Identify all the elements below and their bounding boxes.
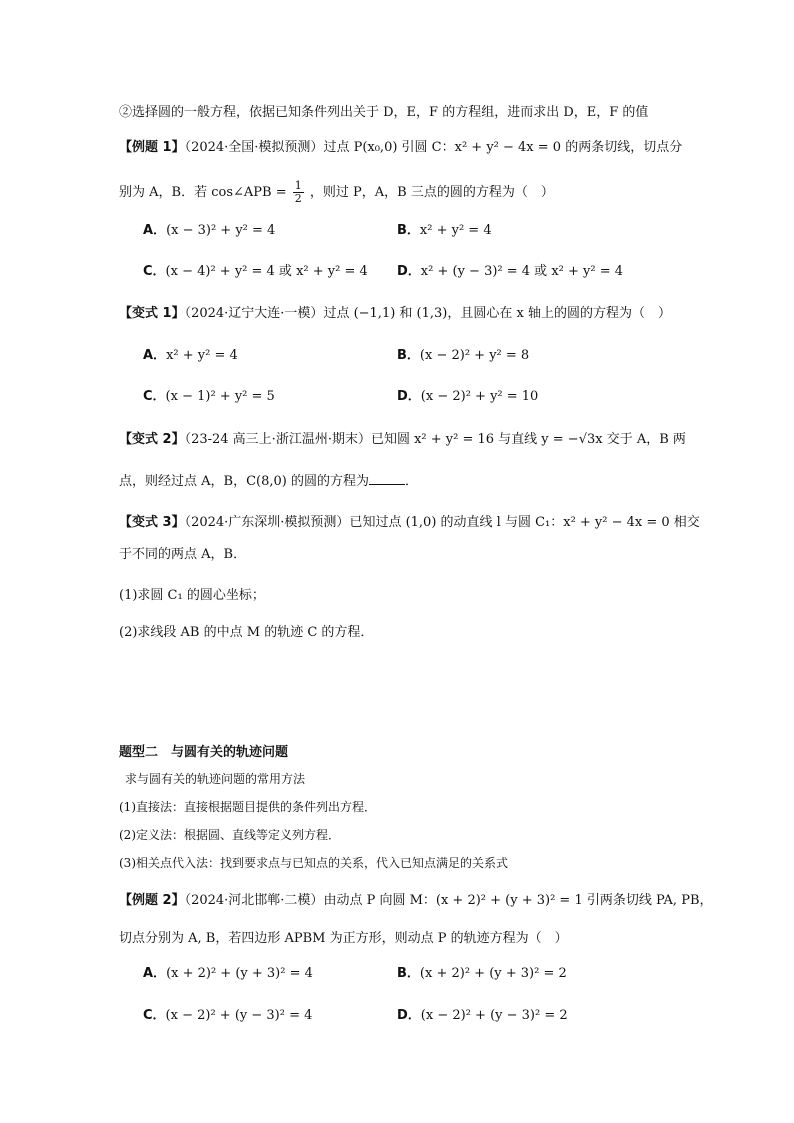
- option-letter: A．: [143, 223, 167, 238]
- option-letter: C．: [143, 1008, 166, 1023]
- variant2-stem-a: 已知圆 x² + y² = 16 与直线 y = −√3x 交于 A，B 两: [370, 432, 686, 447]
- option-text: (x − 2)² + y² = 8: [419, 348, 530, 363]
- example1-source: （2024·全国·模拟预测）: [184, 140, 324, 155]
- intro-line: ②选择圆的一般方程，依据已知条件列出关于 D，E，F 的方程组，进而求出 D，E，F 的值: [119, 105, 649, 120]
- variant1-option-c[interactable]: [143, 388, 275, 406]
- variant2-stem-b-post: ．: [404, 474, 418, 489]
- example1-option-c[interactable]: [143, 263, 368, 281]
- variant1-stem-text: 过点 (−1,1) 和 (1,3)，且圆心在 x 轴上的圆的方程为（ ）: [323, 306, 671, 321]
- section2-method-1: (1)直接法：直接根据题目提供的条件列出方程．: [119, 800, 376, 814]
- example1-option-d[interactable]: [397, 263, 623, 281]
- variant3-source: （2024·广东深圳·模拟预测）: [184, 515, 350, 530]
- example2-option-b[interactable]: [397, 965, 567, 983]
- option-letter: B．: [397, 223, 420, 238]
- example2-stem-line2: 切点分别为 A, B，若四边形 APBM 为正方形，则动点 P 的轨迹方程为（ ）: [119, 931, 568, 946]
- variant2-stem-b-pre: 点，则经过点 A，B，C(8,0) 的圆的方程为: [119, 474, 369, 489]
- fraction-denominator: 2: [294, 192, 302, 205]
- variant3-question-2: (2)求线段 AB 的中点 M 的轨迹 C 的方程．: [119, 625, 374, 640]
- example1-stem-line1: [119, 139, 734, 157]
- section2-subtitle: 求与圆有关的轨迹问题的常用方法: [125, 772, 306, 786]
- variant1-option-d[interactable]: [397, 388, 538, 406]
- example1-option-a[interactable]: [143, 222, 275, 240]
- variant3-stem-line1: [119, 514, 734, 532]
- fraction-numerator: 1: [294, 179, 302, 192]
- option-letter: B．: [397, 348, 420, 363]
- example1-label: 【例题 1】: [119, 140, 185, 155]
- section2-method-3: (3)相关点代入法：找到要求点与已知点的关系，代入已知点满足的关系式: [119, 856, 509, 870]
- variant2-stem-line1: [119, 431, 734, 449]
- option-letter: D．: [397, 1008, 421, 1023]
- example2-option-c[interactable]: [143, 1007, 312, 1025]
- option-text: x² + (y − 3)² = 4 或 x² + y² = 4: [420, 264, 624, 279]
- example2-stem-a: 由动点 P 向圆 M：(x + 2)² + (y + 3)² = 1 引两条切线 PA, PB，: [323, 893, 713, 908]
- example2-option-a[interactable]: [143, 965, 313, 983]
- example1-stem-a: 过点 P(x₀,0) 引圆 C：x² + y² − 4x = 0 的两条切线，切点分: [323, 140, 683, 155]
- section2-title: 题型二 与圆有关的轨迹问题: [119, 745, 289, 760]
- option-letter: D．: [397, 264, 421, 279]
- option-text: (x + 2)² + (y + 3)² = 2: [419, 966, 567, 981]
- option-text: (x − 1)² + y² = 5: [165, 389, 275, 404]
- example1-stem-b-pre: 别为 A，B．若 cos∠APB =: [119, 185, 287, 200]
- fraction: [293, 180, 304, 205]
- option-letter: D．: [397, 389, 421, 404]
- example2-option-d[interactable]: [397, 1007, 568, 1025]
- example2-label: 【例题 2】: [119, 893, 185, 908]
- variant3-stem-line2: 于不同的两点 A，B．: [119, 547, 247, 562]
- option-letter: A．: [143, 966, 167, 981]
- option-text: x² + y² = 4: [166, 348, 238, 363]
- answer-blank[interactable]: [369, 472, 405, 485]
- variant1-option-b[interactable]: [397, 347, 529, 365]
- variant3-stem-a: 已知过点 (1,0) 的动直线 l 与圆 C₁：x² + y² − 4x = 0 相交: [349, 515, 700, 530]
- option-letter: A．: [143, 348, 167, 363]
- example2-source: （2024·河北邯郸·二模）: [184, 893, 324, 908]
- option-letter: C．: [143, 389, 166, 404]
- example1-stem-b-post: ，则过 P，A，B 三点的圆的方程为（ ）: [309, 185, 554, 200]
- option-text: (x − 3)² + y² = 4: [166, 223, 276, 238]
- option-letter: B．: [397, 966, 420, 981]
- variant1-option-a[interactable]: [143, 347, 238, 365]
- variant3-label: 【变式 3】: [119, 515, 185, 530]
- option-text: (x − 4)² + y² = 4 或 x² + y² = 4: [165, 264, 368, 279]
- example1-stem-line2: [119, 180, 734, 205]
- variant1-label: 【变式 1】: [119, 306, 185, 321]
- section2-method-2: (2)定义法：根据圆、直线等定义列方程．: [119, 828, 340, 842]
- option-letter: C．: [143, 264, 166, 279]
- option-text: (x + 2)² + (y + 3)² = 4: [166, 966, 313, 981]
- example2-stem-line1: [119, 892, 734, 910]
- variant3-question-1: (1)求圆 C₁ 的圆心坐标；: [119, 588, 265, 603]
- option-text: (x − 2)² + y² = 10: [420, 389, 539, 404]
- option-text: x² + y² = 4: [419, 223, 492, 238]
- variant2-label: 【变式 2】: [119, 432, 185, 447]
- variant1-source: （2024·辽宁大连·一模）: [184, 306, 324, 321]
- variant2-source: （23-24 高三上·浙江温州·期末）: [184, 432, 371, 447]
- variant2-stem-line2: [119, 472, 734, 491]
- variant1-stem: [119, 305, 734, 323]
- example1-option-b[interactable]: [397, 222, 492, 240]
- option-text: (x − 2)² + (y − 3)² = 2: [420, 1008, 568, 1023]
- option-text: (x − 2)² + (y − 3)² = 4: [165, 1008, 313, 1023]
